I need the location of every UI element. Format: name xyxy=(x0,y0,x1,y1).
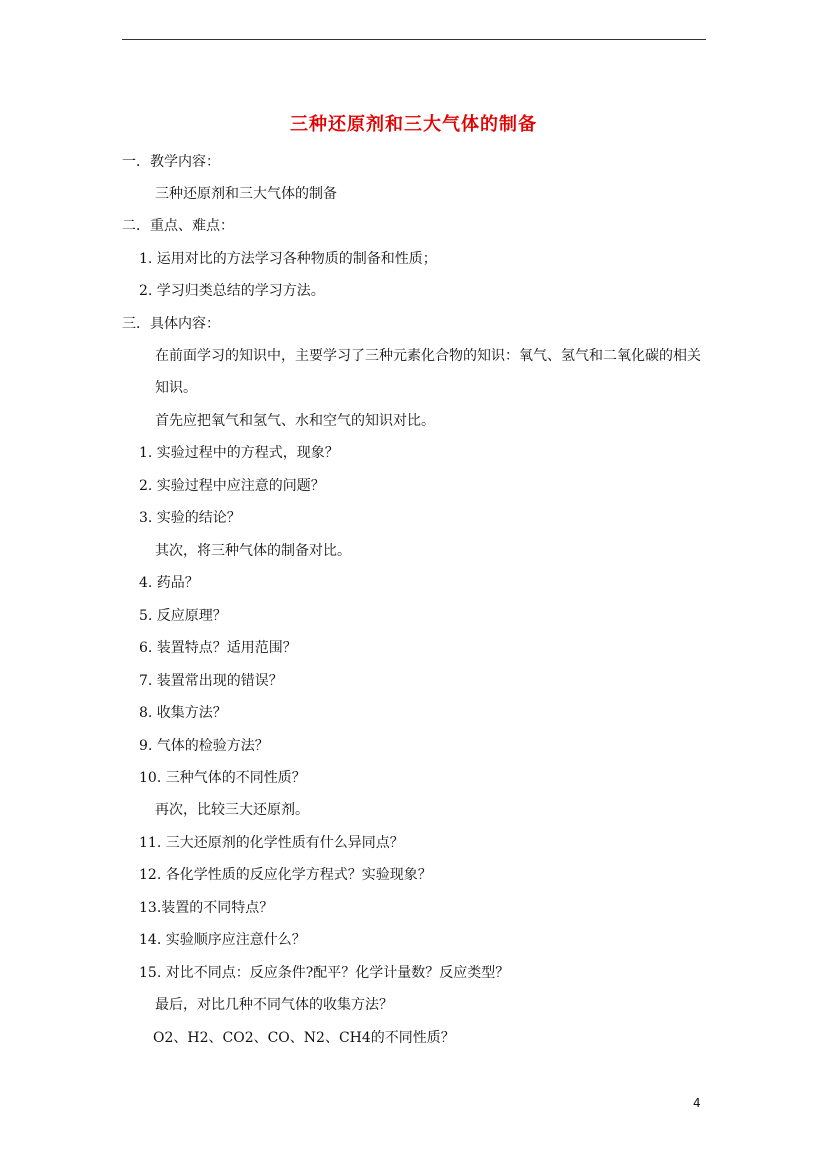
list-item: 1. 实验过程中的方程式，现象？ xyxy=(139,445,339,461)
list-item: 12. 各化学性质的反应化学方程式？实验现象？ xyxy=(139,867,432,883)
list-item: 6. 装置特点？适用范围？ xyxy=(139,640,297,656)
paragraph: 再次，比较三大还原剂。 xyxy=(155,802,309,818)
list-item: 3. 实验的结论？ xyxy=(139,510,241,526)
header-rule xyxy=(122,39,706,40)
list-item: 5. 反应原理？ xyxy=(139,608,227,624)
paragraph: 首先应把氧气和氢气、水和空气的知识对比。 xyxy=(155,413,435,429)
list-item: 8. 收集方法？ xyxy=(139,705,227,721)
page-number: 4 xyxy=(693,1096,701,1110)
list-item: 11. 三大还原剂的化学性质有什么异同点？ xyxy=(139,835,404,851)
paragraph: 最后，对比几种不同气体的收集方法？ xyxy=(155,997,393,1013)
paragraph: 其次，将三种气体的制备对比。 xyxy=(155,543,351,559)
list-item: 15. 对比不同点：反应条件?配平？化学计量数？反应类型？ xyxy=(139,965,510,981)
list-item: 7. 装置常出现的错误？ xyxy=(139,673,283,689)
list-item: 10. 三种气体的不同性质？ xyxy=(139,770,306,786)
document-title: 三种还原剂和三大气体的制备 xyxy=(290,114,537,135)
paragraph: 在前面学习的知识中，主要学习了三种元素化合物的知识：氧气、氢气和二氧化碳的相关知识。 xyxy=(155,348,701,396)
list-item: 1. 运用对比的方法学习各种物质的制备和性质； xyxy=(139,251,437,267)
list-item: 2. 学习归类总结的学习方法。 xyxy=(139,283,325,299)
list-item: 14. 实验顺序应注意什么？ xyxy=(139,932,306,948)
section-1-heading: 一．教学内容： xyxy=(122,154,220,170)
list-item: 4. 药品？ xyxy=(139,575,199,591)
section-1-body: 三种还原剂和三大气体的制备 xyxy=(155,186,337,202)
list-item: 13.装置的不同特点？ xyxy=(139,900,274,916)
paragraph: O2、H2、CO2、CO、N2、CH4的不同性质？ xyxy=(153,1030,455,1046)
list-item: 9. 气体的检验方法？ xyxy=(139,738,269,754)
section-2-heading: 二．重点、难点： xyxy=(122,218,234,234)
section-3-heading: 三．具体内容： xyxy=(122,316,220,332)
list-item: 2. 实验过程中应注意的问题？ xyxy=(139,478,325,494)
